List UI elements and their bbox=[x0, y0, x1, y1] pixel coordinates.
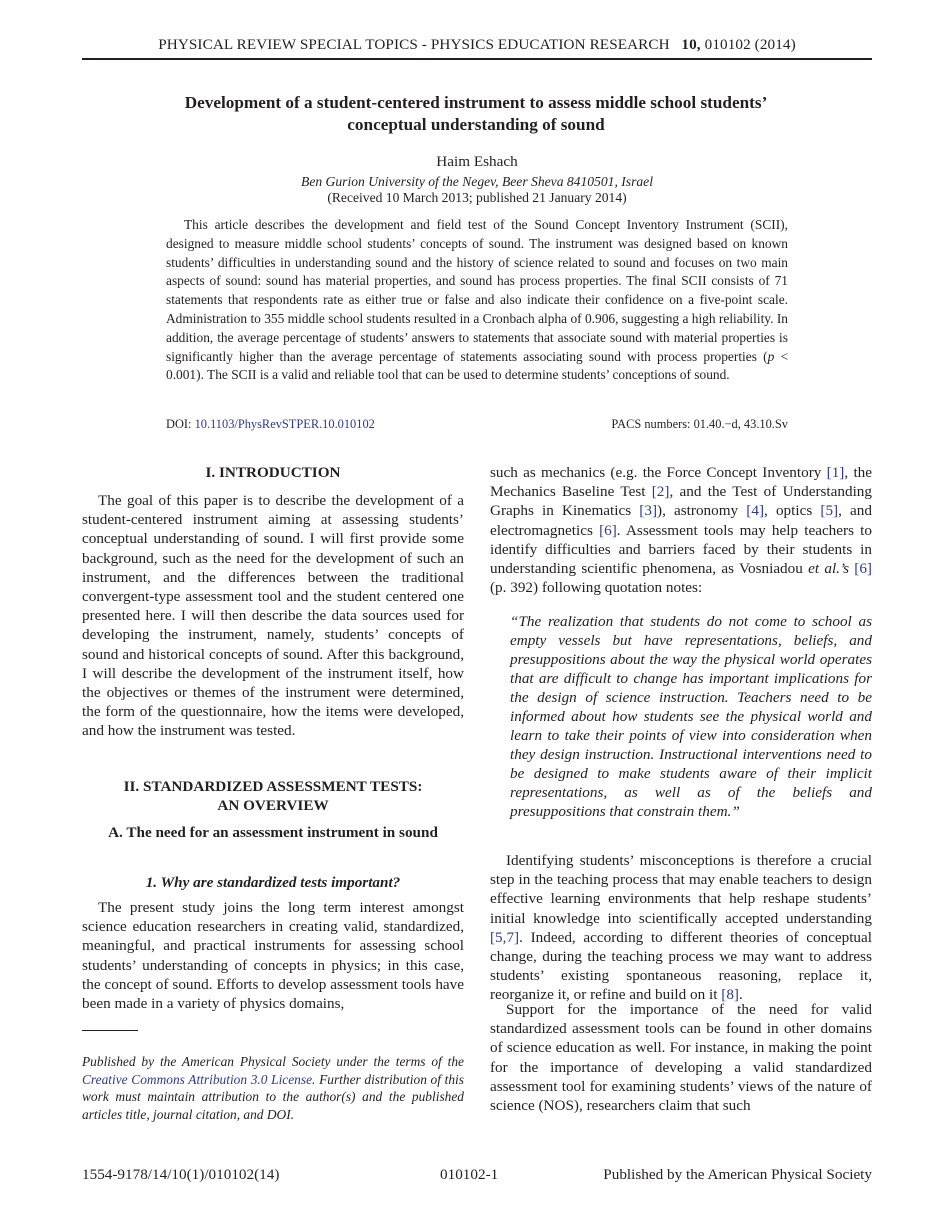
paragraph-text bbox=[490, 463, 872, 597]
text: (p. 392) following quotation notes: bbox=[490, 579, 703, 597]
doi-link[interactable]: 10.1103/PhysRevSTPER.10.010102 bbox=[194, 417, 375, 431]
introduction-paragraph bbox=[82, 491, 464, 741]
text: . Assessment tools may help teachers to identify difficulties and barriers faced by their students in understanding scientific phenomena, as Vosniadou bbox=[490, 521, 872, 578]
subsection-heading-a: A. The need for an assessment instrument in sound bbox=[108, 824, 438, 841]
paper-title-line-2: conceptual understanding of sound bbox=[347, 115, 605, 134]
author-name: Haim Eshach bbox=[436, 153, 518, 170]
paragraph-text: The present study joins the long term interest amongst science education researchers in creating valid, standardized, meaningful, and practical instruments for assessing school students’ understanding of concepts in physics; in this case, the concept of sound. Efforts to develop assessment tools have been made in a variety of physics domains, bbox=[82, 899, 464, 1013]
footer-page-number: 010102-1 bbox=[440, 1166, 499, 1183]
citation-link[interactable]: [6] bbox=[599, 521, 617, 539]
running-head bbox=[82, 36, 872, 54]
header-rule bbox=[82, 58, 872, 60]
text: . Indeed, according to different theories of conceptual change, during the teaching process we may want to address students’ existing spontaneous reasoning, replace it, reorganize it, or refine and build on it bbox=[490, 928, 872, 1004]
journal-volume: 10, bbox=[681, 36, 701, 53]
abstract-p-symbol: p bbox=[767, 348, 775, 364]
text: Identifying students’ misconceptions is therefore a crucial step in the teaching process that may enable teachers to design effective learning environments that help reshape students’ initial knowledge into scientifically accepted understanding bbox=[490, 852, 872, 927]
abstract-text-2: < 0.001). The SCII is a valid and reliable tool that can be used to determine students’ conceptions of sound. bbox=[166, 348, 788, 383]
intro-text: The goal of this paper is to describe the development of a student-centered instrument aiming at assessing students’ conceptual understanding of sound. I will first provide some background, such as the need for the development of such an instrument, and the differences between the traditional convergent-type assessment tool and the student centered one presented here. I will then describe the data sources used for developing the instrument, namely, students’ concepts of sound and historical concepts of sound. After this background, I will describe the development of the instrument itself, how the objectives or themes of the instrument were determined, the form of the questionnaire, how the items were developed, and how the instrument was tested. bbox=[82, 492, 464, 740]
right-column-paragraph-3 bbox=[490, 1000, 872, 1115]
article-number-year: 010102 (2014) bbox=[704, 36, 796, 53]
text: , and electromagnetics bbox=[490, 502, 872, 539]
abstract bbox=[166, 216, 788, 385]
footnote-rule bbox=[82, 1030, 138, 1031]
author-affiliation: Ben Gurion University of the Negev, Beer Sheva 8410501, Israel bbox=[301, 174, 653, 189]
section-heading-line-1: II. STANDARDIZED ASSESSMENT TESTS: bbox=[123, 778, 423, 795]
citation-link[interactable]: [5,7] bbox=[490, 928, 520, 946]
citation-link[interactable]: [5] bbox=[820, 502, 839, 520]
citation-link[interactable]: [4] bbox=[746, 502, 765, 520]
citation-link[interactable]: [2] bbox=[651, 483, 670, 501]
right-column-paragraph-2 bbox=[490, 851, 872, 1005]
citation-link[interactable]: [1] bbox=[826, 464, 845, 481]
right-column-paragraph-1 bbox=[490, 463, 872, 597]
section-heading-line-2: AN OVERVIEW bbox=[217, 797, 329, 814]
footnote-text-2: . Further distribution of this work must maintain attribution to the author(s) and the published articles title, journal citation, and DOI. bbox=[82, 1071, 464, 1122]
block-quote: “The realization that students do not come to school as empty vessels but have representations, beliefs, and presuppositions about the way the physical world operates that are difficult to change has important implications for the design of science instruction. Teachers need to be informed about how students see the physical world and learn to take their points of view into consideration when they design instruction. Instructional interventions need to be designed to make students aware of their implicit representations, as well as of the beliefs and presuppositions that constrain them.” bbox=[510, 613, 872, 820]
abstract-text-1: This article describes the development and field test of the Sound Concept Inventory Instrument (SCII), designed to measure middle school students’ concepts of sound. The instrument was designed based on known students’ difficulties in understanding sound and the history of science related to sound and focuses on two main aspects of sound: sound has material properties, and sound has process properties. The final SCII consists of 71 statements that respondents rate as either true or false and also indicate their confidence on a five-point scale. Administration to 355 middle school students resulted in a Cronbach alpha of 0.906, suggesting a high reliability. In addition, the average percentage of students’ answers to statements that associate sound with material properties is significantly higher than the average percentage of statements associating sound with process properties ( bbox=[166, 217, 788, 364]
license-footnote bbox=[82, 1053, 464, 1123]
et-al-text: et al.’s bbox=[808, 560, 849, 578]
paper-title bbox=[100, 92, 852, 136]
paper-title-line-1: Development of a student-centered instrument to assess middle school students’ bbox=[184, 93, 768, 112]
subsubsection-heading-1: 1. Why are standardized tests important? bbox=[145, 874, 401, 891]
text: ), astronomy bbox=[657, 502, 747, 520]
section-heading-introduction: I. INTRODUCTION bbox=[205, 464, 341, 481]
text: , and the Test of Understanding Graphs in Kinematics bbox=[490, 483, 872, 520]
section-heading-standardized-tests bbox=[82, 777, 464, 815]
pacs-numbers: PACS numbers: 01.40.−d, 43.10.Sv bbox=[611, 417, 788, 431]
citation-link[interactable]: [3] bbox=[639, 502, 658, 520]
doi-label: DOI: bbox=[166, 417, 195, 431]
citation-link[interactable]: [8] bbox=[721, 986, 739, 1004]
footer-issn: 1554-9178/14/10(1)/010102(14) bbox=[82, 1166, 280, 1183]
text: , optics bbox=[764, 502, 821, 520]
text: . bbox=[738, 986, 743, 1004]
license-link[interactable]: Creative Commons Attribution 3.0 License bbox=[82, 1071, 313, 1087]
footnote-text-1: Published by the American Physical Society under the terms of the bbox=[82, 1054, 464, 1069]
received-dates: (Received 10 March 2013; published 21 January 2014) bbox=[327, 190, 627, 205]
standardized-tests-paragraph bbox=[82, 898, 464, 1013]
footer-publisher: Published by the American Physical Society bbox=[603, 1166, 872, 1183]
paragraph-text: Support for the importance of the need for valid standardized assessment tools can be found in other domains of science education as well. For instance, in making the point for the importance of developing a valid standardized assessment tool for examining students’ views of the nature of science (NOS), researchers claim that such bbox=[490, 1001, 872, 1115]
text: such as mechanics (e.g. the Force Concept Inventory bbox=[490, 464, 827, 481]
citation-link[interactable]: [6] bbox=[854, 560, 872, 578]
text: , the Mechanics Baseline Test bbox=[490, 464, 872, 501]
journal-name: PHYSICAL REVIEW SPECIAL TOPICS - PHYSICS EDUCATION RESEARCH bbox=[158, 36, 670, 53]
doi bbox=[166, 417, 375, 432]
paragraph-text bbox=[490, 851, 872, 1005]
